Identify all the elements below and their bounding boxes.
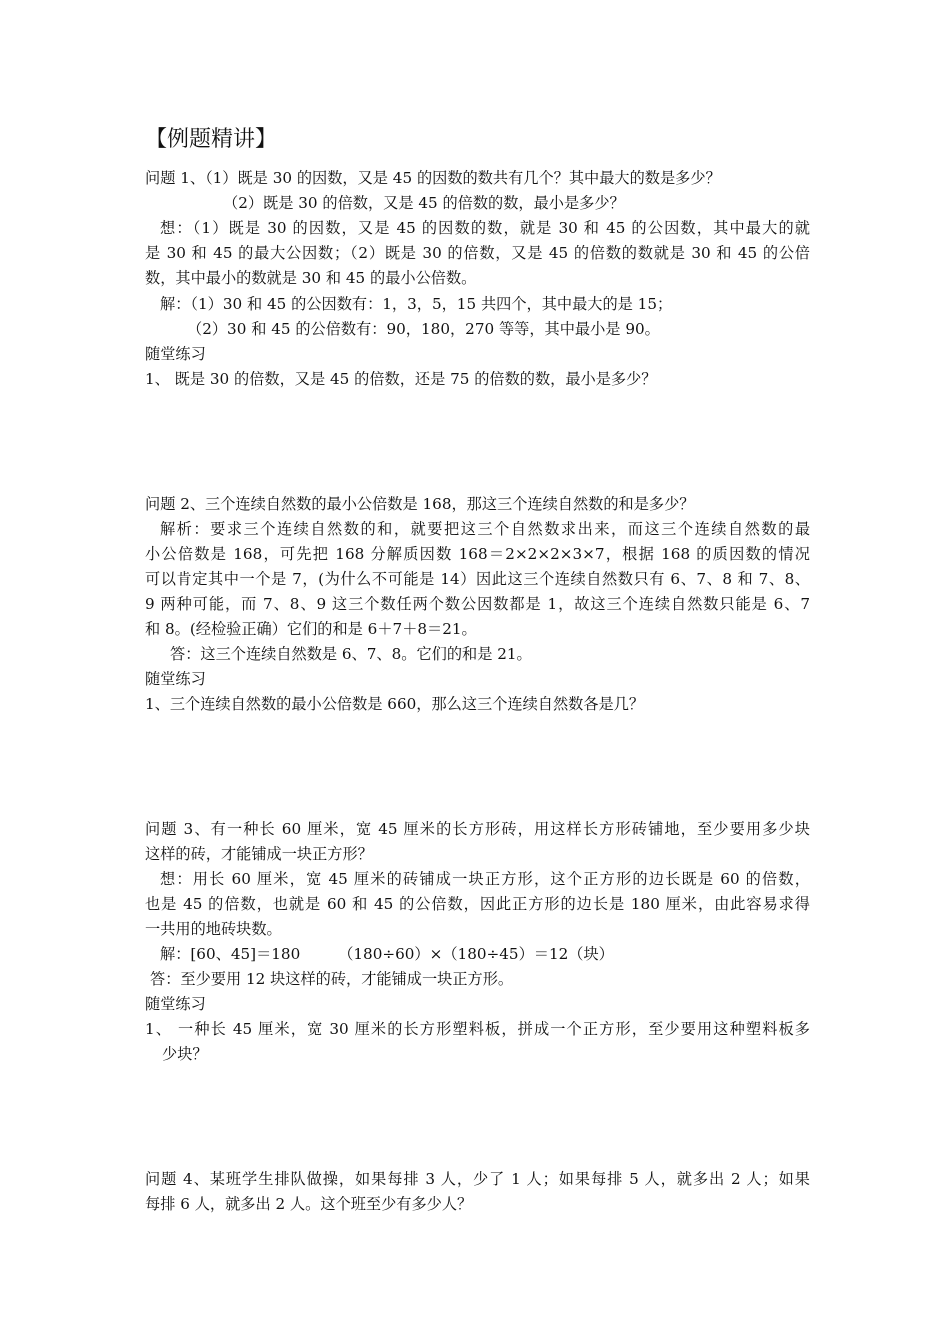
section-heading: 【例题精讲】 [145,127,278,152]
problem-3-solution: 解：[60、45]＝180 （180÷60）×（180÷45）＝12（块） [160,945,614,963]
problem-2-question: 问题 2、三个连续自然数的最小公倍数是 168，那这三个连续自然数的和是多少？ [145,495,695,513]
problem-1-subquestion: （2）既是 30 的倍数，又是 45 的倍数的数，最小是多少？ [223,194,625,212]
problem-2-analysis-line: 9 两种可能，而 7、8、9 这三个数任两个数公因数都是 1，故这三个连续自然数只能是 6、7 [145,595,810,613]
problem-4-question: 问题 4、某班学生排队做操，如果每排 3 人，少了 1 人；如果每排 5 人，就多出 2 人；如果 [145,1170,810,1188]
problem-2-analysis-line: 小公倍数是 168，可先把 168 分解质因数 168＝2×2×2×3×7，根据 168 的质因数的情况 [145,545,810,563]
problem-1-thinking-line: 是 30 和 45 的最大公因数；（2）既是 30 的倍数，又是 45 的倍数的数就是 30 和 45 的公倍 [145,244,810,262]
problem-1-thinking-line: 数，其中最小的数就是 30 和 45 的最小公倍数。 [145,269,477,287]
problem-3-question: 这样的砖，才能铺成一块正方形？ [145,845,373,863]
problem-1-question: 问题 1、（1）既是 30 的因数，又是 45 的因数的数共有几个？其中最大的数是多少？ [145,169,721,187]
problem-3-answer: 答：至少要用 12 块这样的砖，才能铺成一块正方形。 [150,970,514,988]
practice-heading: 随堂练习 [145,670,206,688]
problem-2-analysis-line: 可以肯定其中一个是 7，(为什么不可能是 14）因此这三个连续自然数只有 6、7、8 和 7、8、 [145,570,810,588]
problem-3-thinking-line: 一共用的地砖块数。 [145,920,282,938]
problem-2-answer: 答：这三个连续自然数是 6、7、8。它们的和是 21。 [170,645,532,663]
practice-question: 少块？ [162,1045,208,1063]
practice-question: 1、 一种长 45 厘米，宽 30 厘米的长方形塑料板，拼成一个正方形，至少要用这种塑料板多 [145,1020,810,1038]
problem-3-thinking-line: 想：用长 60 厘米，宽 45 厘米的砖铺成一块正方形，这个正方形的边长既是 60 的倍数， [160,870,810,888]
problem-2-analysis-line: 解析：要求三个连续自然数的和，就要把这三个自然数求出来，而这三个连续自然数的最 [160,520,810,538]
practice-heading: 随堂练习 [145,995,206,1013]
practice-question: 1、 既是 30 的倍数，又是 45 的倍数，还是 75 的倍数的数，最小是多少？ [145,370,657,388]
problem-1-solution-line: （2）30 和 45 的公倍数有：90，180，270 等等，其中最小是 90。 [187,320,660,338]
problem-3-question: 问题 3、有一种长 60 厘米，宽 45 厘米的长方形砖，用这样长方形砖铺地，至少要用多少块 [145,820,810,838]
problem-3-thinking-line: 也是 45 的倍数，也就是 60 和 45 的公倍数，因此正方形的边长是 180 厘米，由此容易求得 [145,895,810,913]
problem-1-solution-line: 解：（1）30 和 45 的公因数有：1，3，5，15 共四个，其中最大的是 15； [160,295,673,313]
practice-heading: 随堂练习 [145,345,206,363]
problem-2-analysis-line: 和 8。(经检验正确）它们的和是 6＋7＋8＝21。 [145,620,477,638]
problem-4-question: 每排 6 人，就多出 2 人。这个班至少有多少人？ [145,1195,473,1213]
practice-question: 1、三个连续自然数的最小公倍数是 660，那么这三个连续自然数各是几？ [145,695,645,713]
problem-1-thinking-line: 想：（1）既是 30 的因数，又是 45 的因数的数，就是 30 和 45 的公因数，其中最大的就 [160,219,810,237]
